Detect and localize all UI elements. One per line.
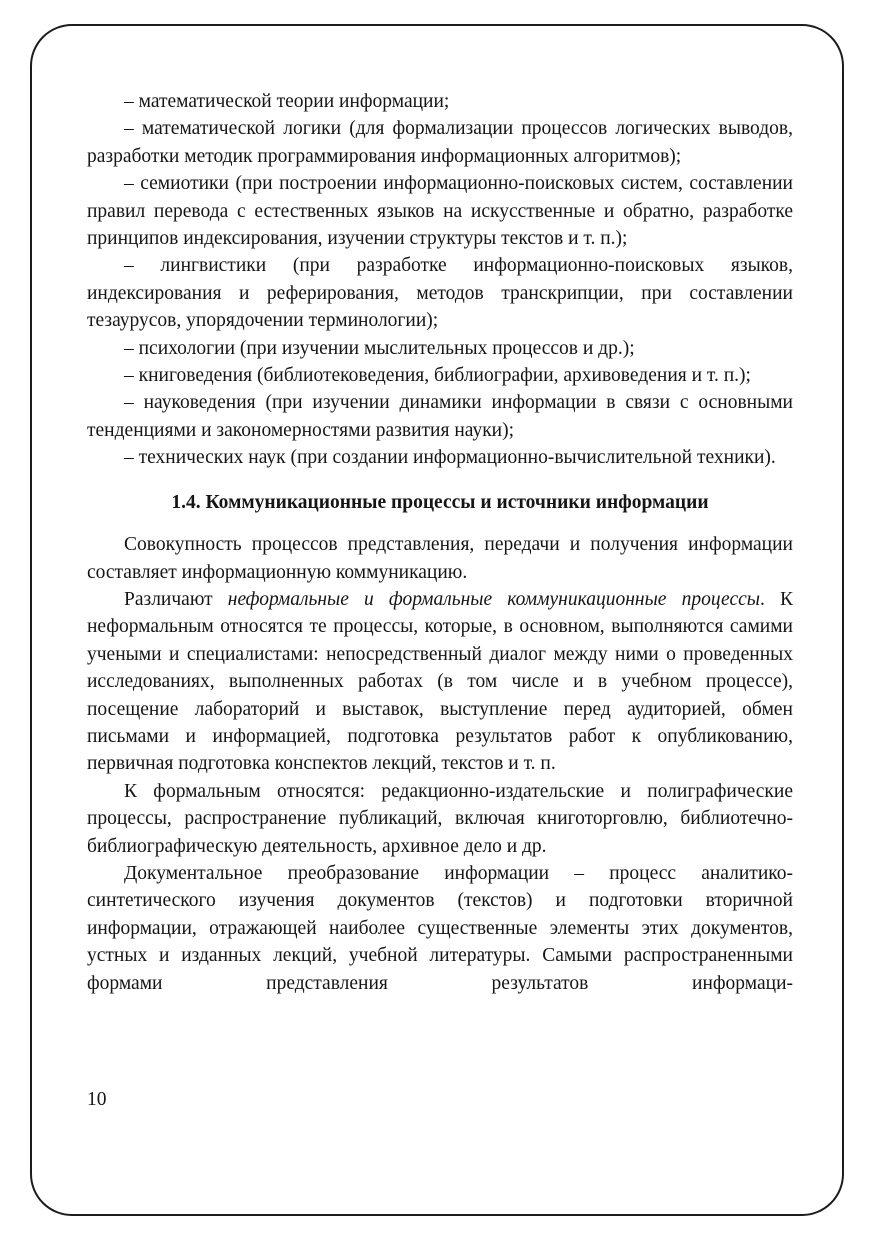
list-item: – математической теории информации; [124,91,450,112]
list-item: – математической логики (для формализации процессов логических выводов, разработки методик программирования информационных алгоритмов); [87,118,793,167]
list-item: – лингвистики (при разработке информационно-поисковых языков, индексирования и реферирования, методов транскрипции, при составлении тезаурусов, упорядочении терминологии); [87,255,793,332]
paragraph-2-lead: Различают [124,588,228,610]
list-item: – семиотики (при построении информационно-поисковых систем, составлении правил перевода с естественных языков на искусственные и обратно, разработке принципов индексирования, изучении структуры текстов и т. п.); [87,173,793,250]
section-heading: 1.4. Коммуникационные процессы и источники информации [171,491,709,513]
list-item: – науковедения (при изучении динамики информации в связи с основными тенденциями и закономерностями развития науки); [87,392,793,441]
paragraph-2 [87,586,793,778]
page-number: 10 [87,1089,107,1110]
list-item: – психологии (при изучении мыслительных процессов и др.); [124,337,635,359]
paragraph-3: К формальным относятся: редакционно-издательские и полиграфические процессы, распространение публикаций, включая книготорговлю, библиотечно-библиографическую деятельность, архивное дело и др. [87,780,793,857]
list-item: – книговедения (библиотековедения, библиографии, архивоведения и т. п.); [124,365,751,387]
scanned-book-page [30,24,844,1216]
paragraph-1: Совокупность процессов представления, передачи и получения информации составляет информационную коммуникацию. [87,534,793,583]
paragraph-4: Документальное преобразование информации – процесс аналитико-синтетического изучения документов (текстов) и подготовки вторичной информации, отражающей наиболее существенные элементы этих документов, устных и изданных лекций, учебной литературы. Самыми распространенными формами представления результатов информаци- [87,862,793,994]
paragraph-2-rest: . К неформальным относятся те процессы, которые, в основном, выполняются самими учеными и специалистами: непосредственный диалог между ними о проведенных исследованиях, выполненных работах (в том числе и в учебном процессе), посещение лабораторий и выставок, выступление перед аудиторией, обмен письмами и информацией, подготовка результатов работ к опубликованию, первичная подготовка конспектов лекций, текстов и т. п. [87,588,793,775]
paragraph-2-italic-phrase: неформальные и формальные коммуникационные процессы [227,588,760,610]
text-block [87,88,793,997]
list-item: – технических наук (при создании информационно-вычислительной техники). [124,447,776,469]
